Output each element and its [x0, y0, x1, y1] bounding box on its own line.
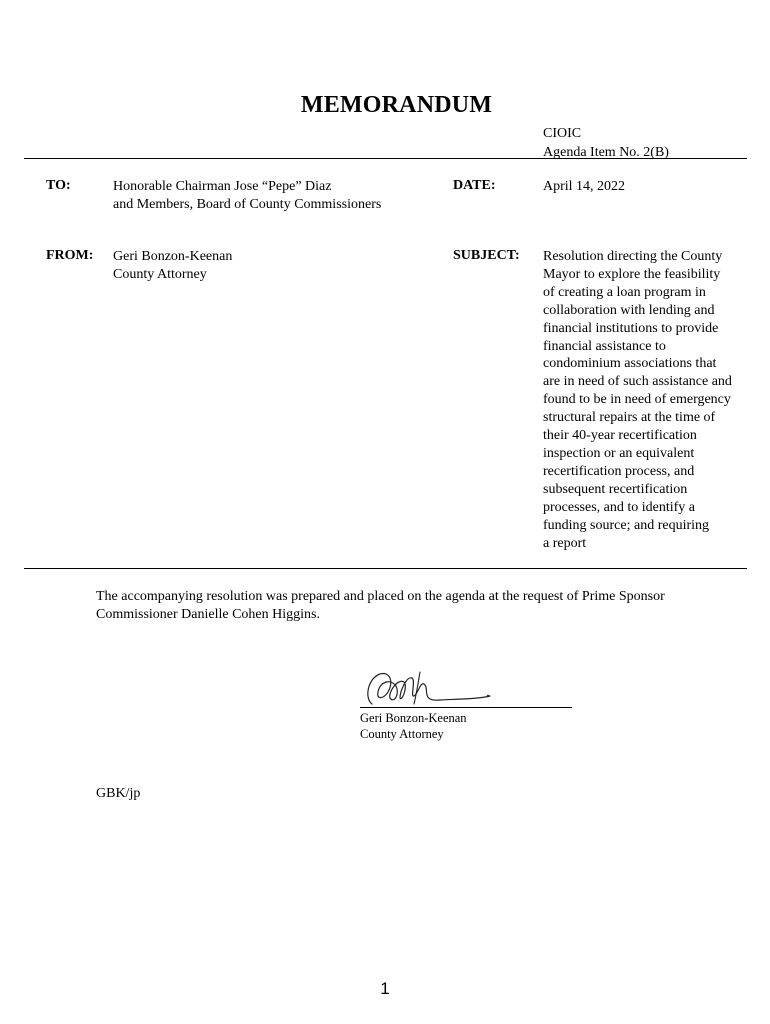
to-recipients [113, 178, 381, 214]
subject-line: collaboration with lending and [543, 302, 715, 318]
body-line-2: Commissioner Danielle Cohen Higgins. [96, 607, 320, 622]
signatory-name: Geri Bonzon-Keenan [360, 711, 467, 725]
from-line-2: County Attorney [113, 267, 207, 282]
header-divider [24, 158, 747, 159]
handwritten-signature [360, 668, 510, 710]
subject-line: Resolution directing the County [543, 249, 723, 264]
subject-line: recertification process, and [543, 463, 695, 479]
from-label: FROM: [46, 248, 94, 263]
to-line-2: and Members, Board of County Commissioners [113, 197, 382, 212]
date-value: April 14, 2022 [543, 179, 626, 194]
typist-initials: GBK/jp [96, 786, 141, 801]
subject-line: inspection or an equivalent [543, 445, 695, 461]
to-label: TO: [46, 178, 71, 193]
from-sender [113, 248, 232, 284]
signature-block [360, 710, 467, 742]
memo-body [96, 588, 736, 624]
subject-line: found to be in need of emergency [543, 392, 731, 408]
subject-line: funding source; and requiring [543, 517, 710, 533]
body-line-1: The accompanying resolution was prepared and placed on the agenda at the request of Prime Sponsor [96, 589, 665, 604]
subject-line: condominium associations that [543, 356, 717, 372]
subject-line: subsequent recertification [543, 481, 688, 497]
agenda-item-number: Agenda Item No. 2(B) [543, 145, 669, 160]
subject-line: are in need of such assistance and [543, 374, 732, 390]
subject-line: processes, and to identify a [543, 499, 696, 515]
subject-line: their 40-year recertification [543, 428, 697, 444]
subject-line: of creating a loan program in [543, 284, 706, 300]
signatory-title: County Attorney [360, 727, 444, 741]
from-line-1: Geri Bonzon-Keenan [113, 249, 233, 264]
to-line-1: Honorable Chairman Jose “Pepe” Diaz [113, 179, 332, 194]
signature-line [360, 707, 572, 708]
subject-line: Mayor to explore the feasibility [543, 266, 721, 282]
subject-line: financial institutions to provide [543, 320, 719, 336]
page-number: 1 [380, 979, 390, 998]
memo-title: MEMORANDUM [300, 92, 493, 118]
subject-line: a report [543, 535, 587, 551]
agenda-reference [543, 124, 669, 162]
subject-line: financial assistance to [543, 338, 666, 354]
subject-divider [24, 568, 747, 569]
subject-line: structural repairs at the time of [543, 410, 716, 426]
date-label: DATE: [453, 178, 496, 193]
agenda-code: CIOIC [543, 126, 582, 141]
subject-label: SUBJECT: [453, 248, 520, 263]
subject-text [543, 248, 753, 552]
